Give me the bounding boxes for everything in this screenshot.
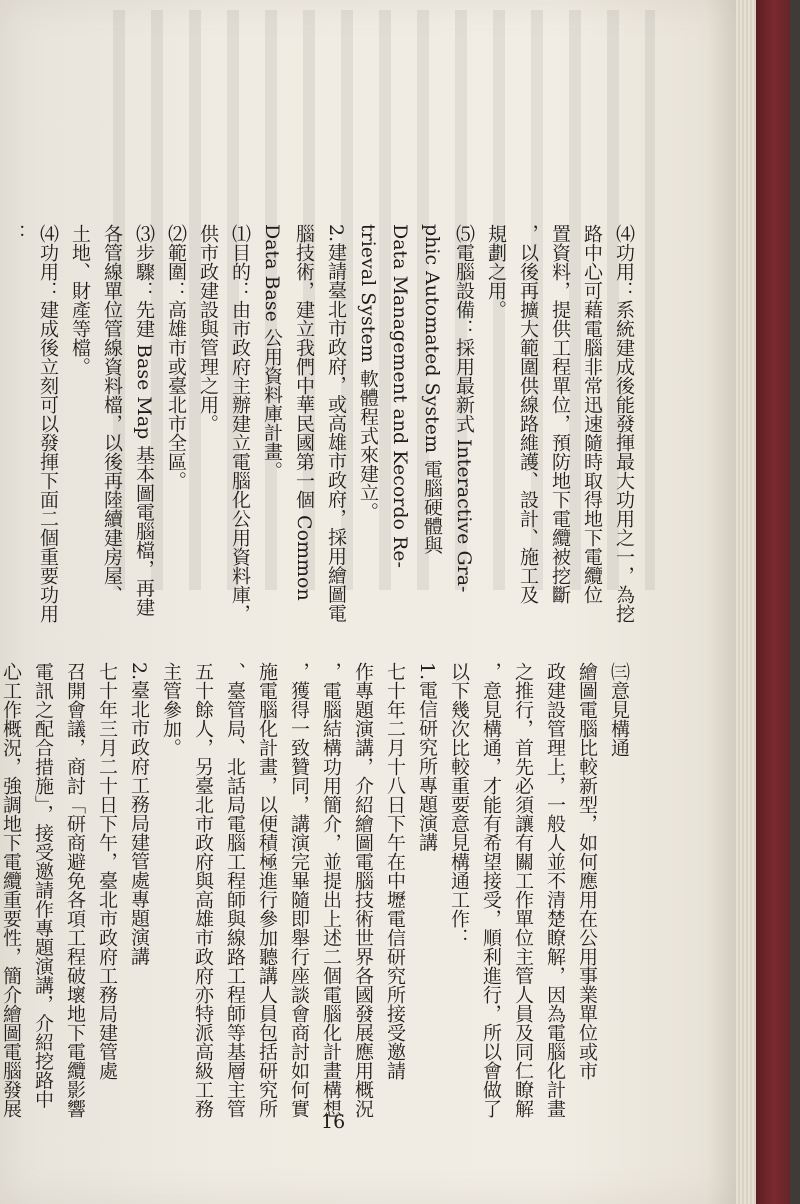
text-line: 土地、財產等檔。 — [69, 224, 91, 376]
text-line: 置資料，提供工程單位，預防地下電纜被挖斷 — [549, 224, 571, 604]
text-line: 五十餘人，另臺北市政府與高雄市政府亦特派高級工務 — [192, 662, 214, 1118]
text-line: 七十年二月十八日下午在中壢電信研究所接受邀請 — [384, 662, 406, 1080]
text-line: 以下幾次比較重要意見構通工作： — [448, 662, 470, 947]
text-line: ⑶步驟：先建 Base Map 基本圖電腦檔，再建 — [133, 224, 155, 617]
text-line: 之推行，首先必須讓有關工作單位主管人員及同仁瞭解 — [512, 662, 534, 1118]
text-line: 路中心可藉電腦非常迅速隨時取得地下電纜位 — [581, 224, 603, 604]
text-line: ㈢意見構通 — [608, 662, 630, 757]
lower-text-block — [0, 662, 635, 1118]
text-line: ⑷功用：系統建成後能發揮最大功用之一，為挖 — [613, 224, 635, 623]
text-line: ，意見構通，才能有希望接受，順利進行，所以會做了 — [480, 662, 502, 1118]
text-line: ⑴目的：由市政府主辦建立電腦化公用資料庫， — [229, 224, 251, 623]
text-line: ⑷功用：建成後立刻可以發揮下面二個重要功用 — [37, 224, 59, 623]
page-number: 16 — [321, 1111, 346, 1133]
text-line: 1.電信研究所專題演講 — [416, 662, 438, 852]
text-line: 施電腦化計畫，以便積極進行參加聽講人員包括研究所 — [256, 662, 278, 1118]
text-line: 、臺管局、北話局電腦工程師與線路工程師等基層主管 — [224, 662, 246, 1118]
book-cover-edge — [756, 0, 800, 1204]
text-line: 作專題演講，介紹繪圖電腦技術世界各國發展應用概況 — [352, 662, 374, 1118]
text-line: Data Management and Kecordo Re- — [389, 224, 411, 568]
page-edges — [736, 0, 756, 1204]
text-line: 各管線單位管線資料檔，以後再陸續建房屋、 — [101, 224, 123, 604]
text-line: 七十年三月二十日下午，臺北市政府工務局建管處 — [96, 662, 118, 1080]
text-line: 主管參加。 — [160, 662, 182, 757]
text-line: ： — [5, 224, 27, 243]
text-line: 供市政建設與管理之用。 — [197, 224, 219, 433]
text-line: 規劃之用。 — [485, 224, 507, 319]
text-line: ⑵範圍：高雄市或臺北市全區。 — [165, 224, 187, 490]
text-line: 2.建請臺北市政府，或高雄市政府，採用繪圖電 — [325, 224, 347, 623]
text-line: Data Base 公用資料庫計畫。 — [261, 224, 283, 480]
text-line: 召開會議，商討「研商避免各項工程破壞地下電纜影響 — [64, 662, 86, 1118]
text-line: 繪圖電腦比較新型，如何應用在公用事業單位或市 — [576, 662, 598, 1080]
text-line: trieval System 軟體程式來建立。 — [357, 224, 379, 521]
text-line: 政建設管理上，一般人並不清楚瞭解，因為電腦化計畫 — [544, 662, 566, 1118]
upper-text-block — [0, 224, 640, 644]
text-line: ，電腦結構功用簡介，並提出上述二個電腦化計畫構想 — [320, 662, 342, 1118]
text-line: 腦技術，建立我們中華民國第一個 Common — [293, 224, 315, 601]
text-line: 2.臺北市政府工務局建管處專題演講 — [128, 662, 150, 966]
text-line: phic Automated System 電腦硬體與 — [421, 224, 443, 555]
text-line: 心工作概況，強調地下電纜重要性，簡介繪圖電腦發展 — [0, 662, 22, 1118]
text-line: ⑸電腦設備：採用最新式 Interactive Gra- — [453, 224, 475, 593]
text-line: 電訊之配合措施」，接受邀請作專題演講，介紹挖路中 — [32, 662, 54, 1109]
text-line: ，以後再擴大範圍供線路維護、設計、施工及 — [517, 224, 539, 604]
text-line: ，獲得一致贊同，講演完畢隨即舉行座談會商討如何實 — [288, 662, 310, 1118]
